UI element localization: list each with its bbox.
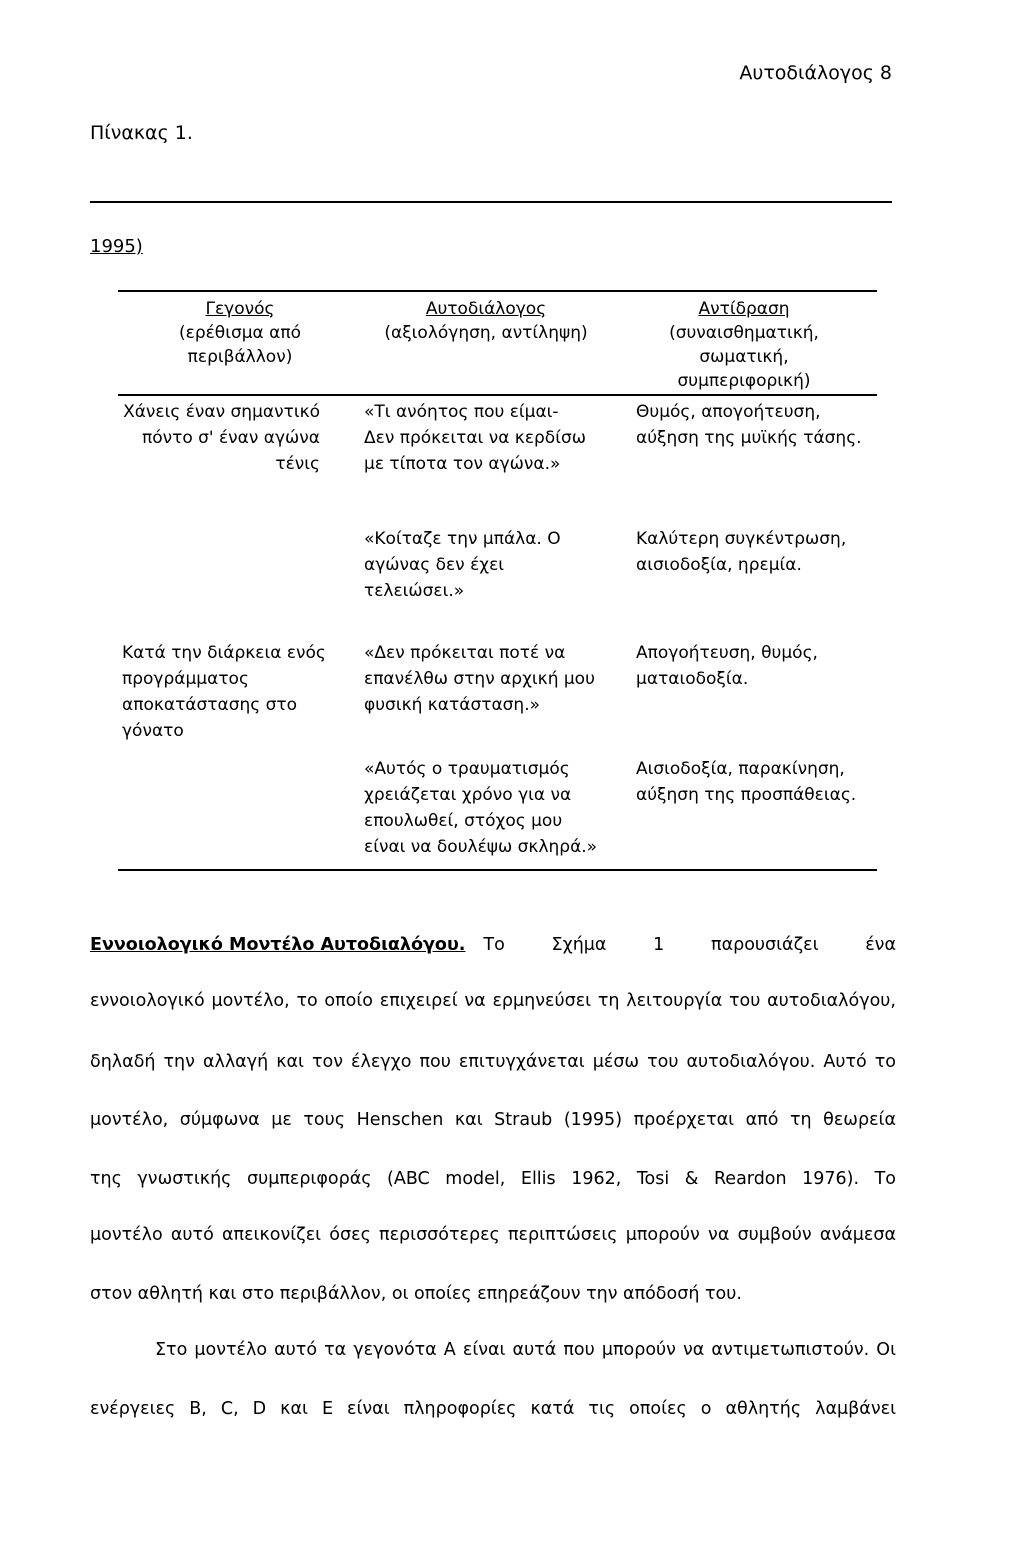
- reaction-line: αισιοδοξία, ηρεμία.: [636, 555, 802, 575]
- selftalk-line: χρειάζεται χρόνο για να: [364, 785, 572, 805]
- selftalk-line: «Δεν πρόκειται ποτέ να: [364, 643, 566, 663]
- reaction-line: Απογοήτευση, θυμός,: [636, 643, 818, 663]
- header-event: [130, 297, 350, 369]
- header-reaction-title: Αντίδραση: [698, 299, 790, 319]
- running-head: Αυτοδιάλογος 8: [739, 62, 892, 84]
- reaction-line: ματαιοδοξία.: [636, 669, 749, 689]
- section-heading: Εννοιολογικό Μοντέλο Αυτοδιαλόγου.: [90, 935, 466, 955]
- reaction-line: Θυμός, απογοήτευση,: [636, 402, 821, 422]
- header-selftalk: [366, 297, 606, 345]
- selftalk-line: τελειώσει.»: [364, 581, 465, 601]
- selftalk-line: Δεν πρόκειται να κερδίσω: [364, 428, 586, 448]
- header-selftalk-line: (αξιολόγηση, αντίληψη): [384, 323, 588, 343]
- table-row-2-selftalk-a: [364, 640, 620, 718]
- table-row-1-event: [90, 399, 320, 477]
- reaction-line: Καλύτερη συγκέντρωση,: [636, 529, 847, 549]
- event-line: Κατά την διάρκεια ενός: [122, 643, 326, 663]
- table-row-1-reaction-b: [636, 526, 886, 578]
- selftalk-line: είναι να δουλέψω σκληρά.»: [364, 837, 598, 857]
- reaction-line: Αισιοδοξία, παρακίνηση,: [636, 759, 845, 779]
- header-rule: [118, 394, 877, 396]
- selftalk-line: με τίποτα τον αγώνα.»: [364, 454, 561, 474]
- reaction-line: αύξηση της μυϊκής τάσης.: [636, 428, 862, 448]
- event-line: τένις: [275, 454, 320, 474]
- table-row-2-selftalk-b: [364, 756, 620, 860]
- selftalk-line: «Κοίταζε την μπάλα. Ο: [364, 529, 561, 549]
- table-caption: Πίνακας 1.: [90, 122, 193, 144]
- table-row-2-reaction-b: [636, 756, 886, 808]
- event-line: Χάνεις έναν σημαντικό: [123, 402, 320, 422]
- paragraph-line: δηλαδή την αλλαγή και τον έλεγχο που επιτυγχάνεται μέσω του αυτοδιαλόγου. Αυτό το: [90, 1052, 896, 1072]
- table-top-rule: [118, 290, 877, 292]
- selftalk-line: φυσική κατάσταση.»: [364, 695, 541, 715]
- header-selftalk-title: Αυτοδιάλογος: [425, 299, 547, 319]
- selftalk-line: επουλωθεί, στόχος μου: [364, 811, 563, 831]
- table-row-1-reaction-a: [636, 399, 886, 451]
- selftalk-line: αγώνας δεν έχει: [364, 555, 505, 575]
- header-reaction: [628, 297, 860, 393]
- table-bottom-rule: [118, 869, 877, 871]
- paragraph-line: ενέργειες B, C, D και E είναι πληροφορίες κατά τις οποίες ο αθλητής λαμβάνει: [90, 1399, 896, 1419]
- year-fragment: 1995): [90, 236, 143, 257]
- event-line: γόνατο: [122, 721, 184, 741]
- paragraph-line: στον αθλητή και στο περιβάλλον, οι οποίες επηρεάζουν την απόδοσή του.: [90, 1284, 742, 1304]
- selftalk-line: «Τι ανόητος που είμαι-: [364, 402, 559, 422]
- header-event-line: (ερέθισμα από: [179, 323, 301, 343]
- paragraph-line: [90, 932, 896, 958]
- header-reaction-line: συμπεριφορική): [677, 371, 811, 391]
- selftalk-line: επανέλθω στην αρχική μου: [364, 669, 595, 689]
- top-rule: [90, 201, 892, 203]
- reaction-line: αύξηση της προσπάθειας.: [636, 785, 857, 805]
- paragraph-line: της γνωστικής συμπεριφοράς (ABC model, Ellis 1962, Tosi & Reardon 1976). Το: [90, 1169, 896, 1189]
- event-line: πόντο σ' έναν αγώνα: [141, 428, 320, 448]
- paragraph-line-text: Το Σχήμα 1 παρουσιάζει ένα: [483, 935, 896, 955]
- paragraph-line: εννοιολογικό μοντέλο, το οποίο επιχειρεί να ερμηνεύσει τη λειτουργία του αυτοδιαλόγου,: [90, 991, 896, 1011]
- table-row-2-event: [90, 640, 362, 744]
- paragraph-line: Στο μοντέλο αυτό τα γεγονότα Α είναι αυτά που μπορούν να αντιμετωπιστούν. Οι: [155, 1340, 896, 1360]
- header-reaction-line: (συναισθηματική,: [669, 323, 819, 343]
- header-reaction-line: σωματική,: [699, 347, 789, 367]
- table-row-1-selftalk-b: [364, 526, 620, 604]
- header-event-line: περιβάλλον): [187, 347, 293, 367]
- event-line: προγράμματος: [122, 669, 249, 689]
- paragraph-line: μοντέλο, σύμφωνα με τους Henschen και Straub (1995) προέρχεται από τη θεωρεία: [90, 1110, 896, 1130]
- event-line: αποκατάστασης στο: [122, 695, 298, 715]
- table-row-1-selftalk-a: [364, 399, 620, 477]
- table-row-2-reaction-a: [636, 640, 886, 692]
- paragraph-line: μοντέλο αυτό απεικονίζει όσες περισσότερες περιπτώσεις μπορούν να συμβούν ανάμεσα: [90, 1225, 896, 1245]
- selftalk-line: «Αυτός ο τραυματισμός: [364, 759, 570, 779]
- header-event-title: Γεγονός: [205, 299, 275, 319]
